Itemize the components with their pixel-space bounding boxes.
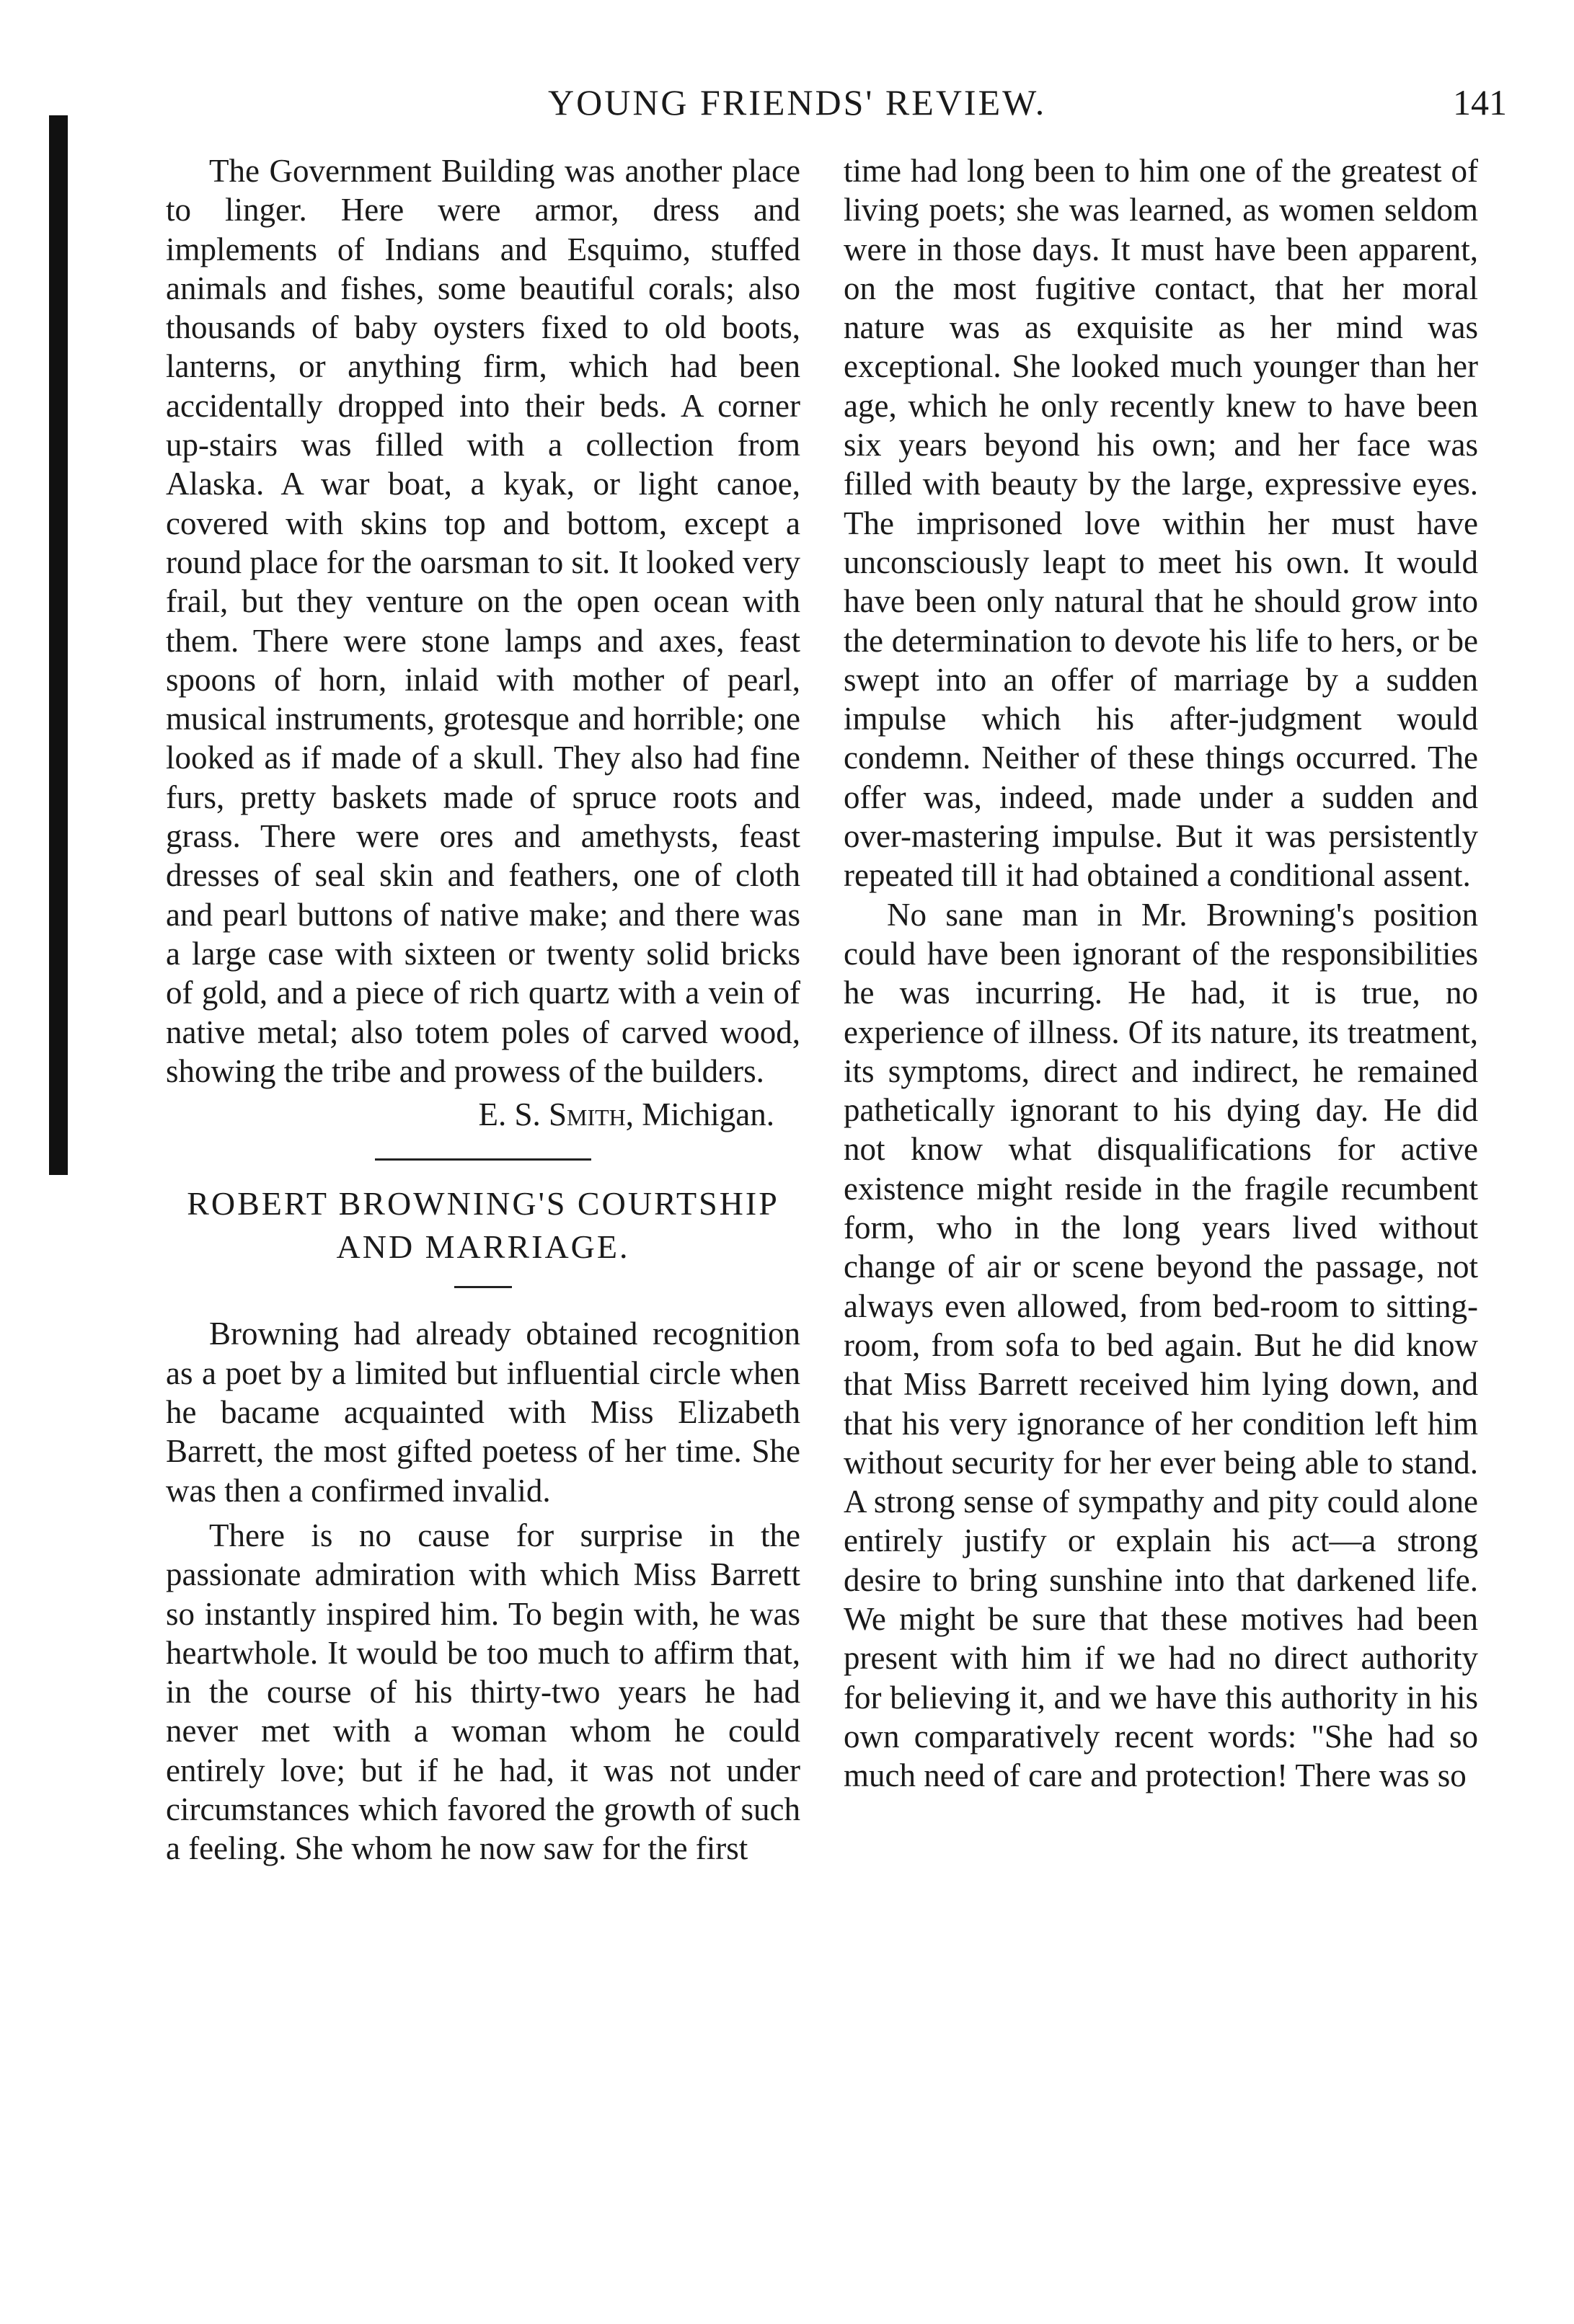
article-paragraph-admiration: There is no cause for surprise in the passionate admiration with which Miss Barrett so instantly inspired him. To begin with, he was heartwhole. It would be too much to affirm that, in the course of his thirty-two years he had never met with a woman whom he could entirely love; but if he had, it was not under circumstances which favored the growth of such a feeling. She whom he now saw for the first [166, 1517, 800, 1867]
page-header [166, 81, 1507, 131]
signature-name: E. S. Smith, [478, 1096, 635, 1133]
right-column [844, 151, 1478, 1795]
article-paragraph-continued: time had long been to him one of the greatest of living poets; she was learned, as women seldom were in those days. It must have been apparent, on the most fugitive contact, that her moral nature was as exquisite as her mind was exceptional. She looked much younger than her age, which he only recently knew to have been six years beyond his own; and her face was filled with beauty by the large, expressive eyes. The imprisoned love within her must have unconsciously leapt to meet his own. It would have been only natural that he should grow into the determination to devote his life to hers, or be swept into an offer of marriage by a sudden impulse which his after-judgment would condemn. Neither of these things occurred. The offer was, indeed, made under a sudden and over-mastering impulse. But it was persistently repeated till it had obtained a conditional assent. [844, 153, 1478, 894]
article-paragraph-responsibility: No sane man in Mr. Browning's position could have been ignorant of the responsibilities he was incurring. He had, it is true, no experience of illness. Of its nature, its treatment, its symptoms, direct and indirect, he remained pathetically ignorant to his dying day. He did not know what disqualifications for active existence might reside in the fragile recumbent form, who in the long years lived without change of air or scene beyond the passage, not always even allowed, from bed-room to sitting-room, from sofa to bed again. But he did know that Miss Barrett received him lying down, and that his very ignorance of her condition left him without security for her ever being able to stand. A strong sense of sympathy and pity could alone entirely justify or explain his act—a strong desire to bring sunshine into that darkened life. We might be sure that these motives had been present with him if we had no direct authority for believing it, and we have this authority in his own comparatively recent words: "She had so much need of care and protection! There was so [844, 896, 1478, 1794]
title-divider [454, 1286, 512, 1288]
author-signature [166, 1095, 774, 1134]
scan-edge-bar [49, 115, 68, 1175]
left-column [166, 151, 800, 1868]
exhibition-paragraph: The Government Building was another place to linger. Here were armor, dress and implements of Indians and Esquimo, stuffed animals and fishes, some beautiful corals; also thousands of baby oysters fixed to old boots, lanterns, or anything firm, which had been accidentally dropped into their beds. A corner up-stairs was filled with a collection from Alaska. A war boat, a kyak, or light canoe, covered with skins top and bottom, except a round place for the oarsman to sit. It looked very frail, but they venture on the open ocean with them. There were stone lamps and axes, feast spoons of horn, inlaid with mother of pearl, musical instruments, grotesque and horrible; one looked as if made of a skull. They also had fine furs, pretty baskets made of spruce roots and grass. There were ores and amethysts, feast dresses of seal skin and feathers, one of cloth and pearl buttons of native make; and there was a large case with sixteen or twenty solid bricks of gold, and a piece of rich quartz with a vein of native metal; also totem poles of carved wood, showing the tribe and prowess of the builders. [166, 153, 800, 1089]
signature-place: Michigan. [642, 1096, 774, 1133]
article-paragraph-intro: Browning had already obtained recognition as a poet by a limited but influential circle when he bacame acquainted with Miss Elizabeth Barrett, the most gifted poetess of her time. She was then a confirmed invalid. [166, 1316, 800, 1509]
section-divider [375, 1158, 591, 1161]
running-title: YOUNG FRIENDS' REVIEW. [548, 82, 1047, 123]
page-number: 141 [1453, 82, 1507, 123]
article-title: ROBERT BROWNING'S COURTSHIP AND MARRIAGE. [187, 1185, 779, 1266]
